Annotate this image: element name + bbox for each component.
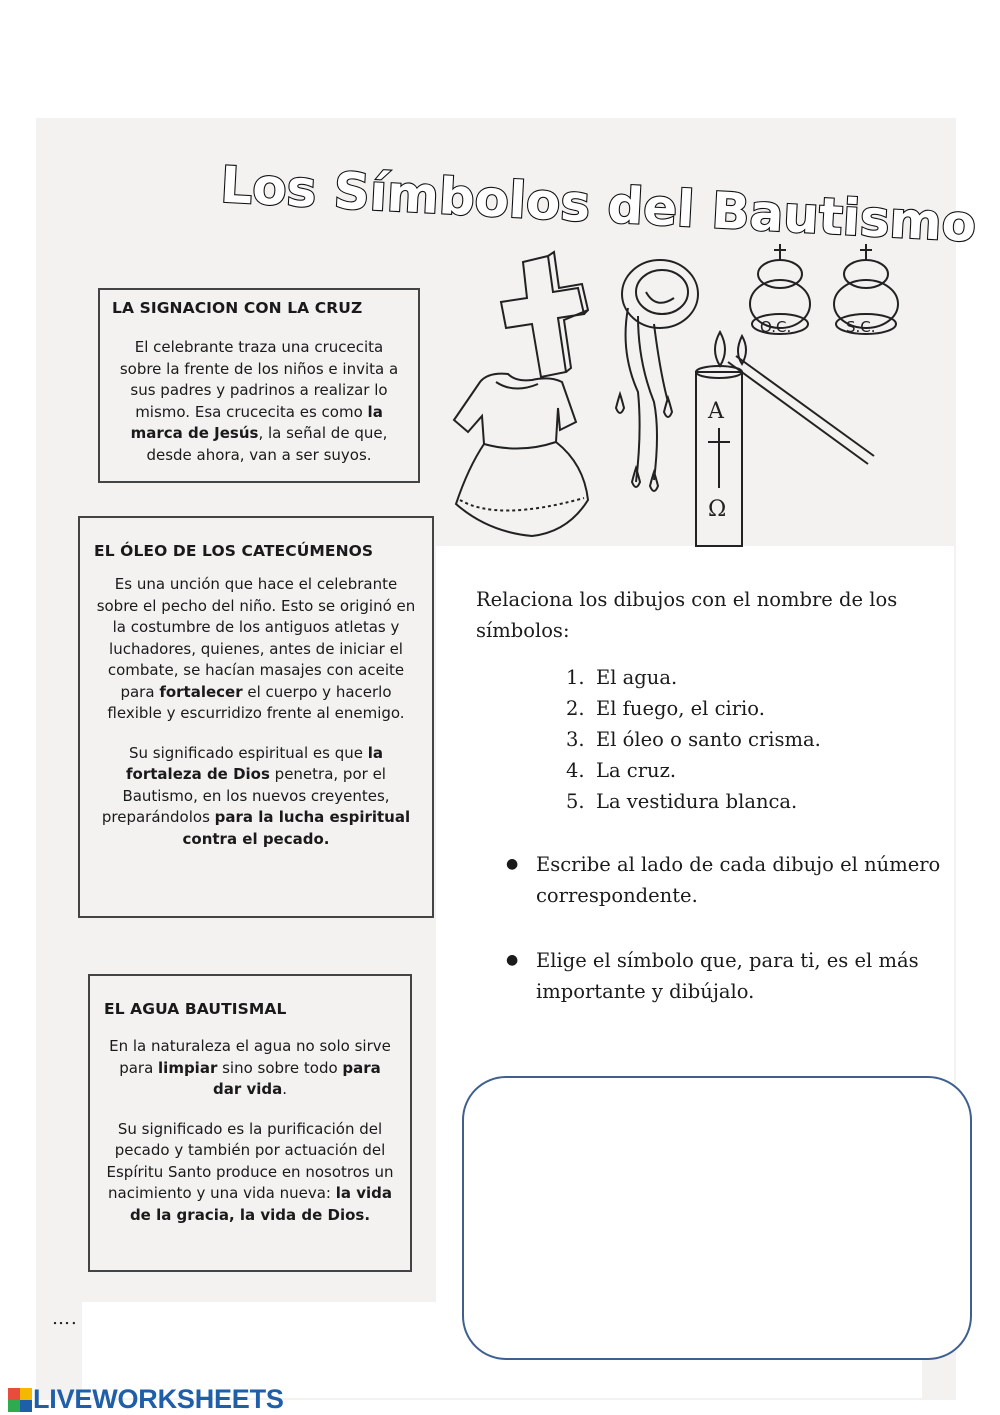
box-text: El celebrante traza una crucecita sobre la frente de los niños e invita a sus padres y padrinos a realizar lo mismo. Esa crucecita es como la marca de Jesús, la señal de que, desde ahora, van a ser suyos. <box>119 338 399 464</box>
box-signacion-cruz <box>98 288 420 483</box>
baptism-symbols-illustration <box>428 232 888 546</box>
drawing-answer-box[interactable] <box>462 1076 972 1360</box>
box-heading: EL ÓLEO DE LOS CATECÚMENOS <box>94 542 374 560</box>
task-bullets <box>506 849 946 1007</box>
task-bullet: ● Elige el símbolo que, para ti, es el más importante y dibújalo. <box>506 945 946 1007</box>
logo-text: LIVEWORKSHEETS <box>33 1384 284 1414</box>
white-garment-drawing <box>454 374 588 536</box>
list-item: 2. El fuego, el cirio. <box>566 697 765 720</box>
dots: …. <box>52 1308 78 1329</box>
bullet-icon: ● <box>506 856 519 872</box>
box-text: En la naturaleza el agua no solo sirve para limpiar sino sobre todo para dar vida. <box>109 1037 391 1098</box>
omega-label: Ω <box>708 497 727 522</box>
oil-pots-drawing <box>750 244 898 336</box>
list-item: 3. El óleo o santo crisma. <box>566 728 821 751</box>
list-item: 4. La cruz. <box>566 759 677 782</box>
logo-grid-icon <box>8 1388 32 1412</box>
water-drawing <box>616 260 698 491</box>
bullet-icon: ● <box>506 952 519 968</box>
box-heading: LA SIGNACION CON LA CRUZ <box>112 299 363 317</box>
cross-drawing <box>501 252 588 377</box>
box-heading: EL AGUA BAUTISMAL <box>104 1000 287 1018</box>
oc-label: O.C. <box>760 318 792 336</box>
title-text: Los Símbolos del Bautismo <box>219 155 978 254</box>
alpha-label: A <box>708 399 724 424</box>
symbols-list <box>566 662 946 817</box>
candle-drawing <box>696 332 874 546</box>
box-text: Es una unción que hace el celebrante sobre el pecho del niño. Esto se originó en la costumbre de los antiguos atletas y luchadores, quienes, antes de iniciar el combate, se hacían masajes con aceite para fortalecer el cuerpo y hacerlo flexible y escurridizo frente al enemigo. <box>96 575 416 722</box>
box-text: Su significado es la purificación del pecado y también por actuación del Espíritu Santo produce en nosotros un nacimiento y una vida nueva: la vida de la gracia, la vida de Dios. <box>106 1119 394 1224</box>
instructions <box>476 584 946 1041</box>
liveworksheets-logo[interactable] <box>8 1384 284 1415</box>
list-item: 5. La vestidura blanca. <box>566 790 798 813</box>
instructions-intro: Relaciona los dibujos con el nombre de los símbolos: <box>476 588 898 642</box>
box-agua-bautismal <box>88 974 412 1272</box>
box-oleo-catecumenos <box>78 516 434 918</box>
box-text: Su significado espiritual es que la fortaleza de Dios penetra, por el Bautismo, en los nuevos creyentes, preparándolos para la lucha espiritual contra el pecado. <box>101 743 411 848</box>
task-bullet: ● Escribe al lado de cada dibujo el número correspondente. <box>506 849 946 911</box>
sc-label: S.C. <box>846 318 876 336</box>
list-item: 1. El agua. <box>566 666 678 689</box>
